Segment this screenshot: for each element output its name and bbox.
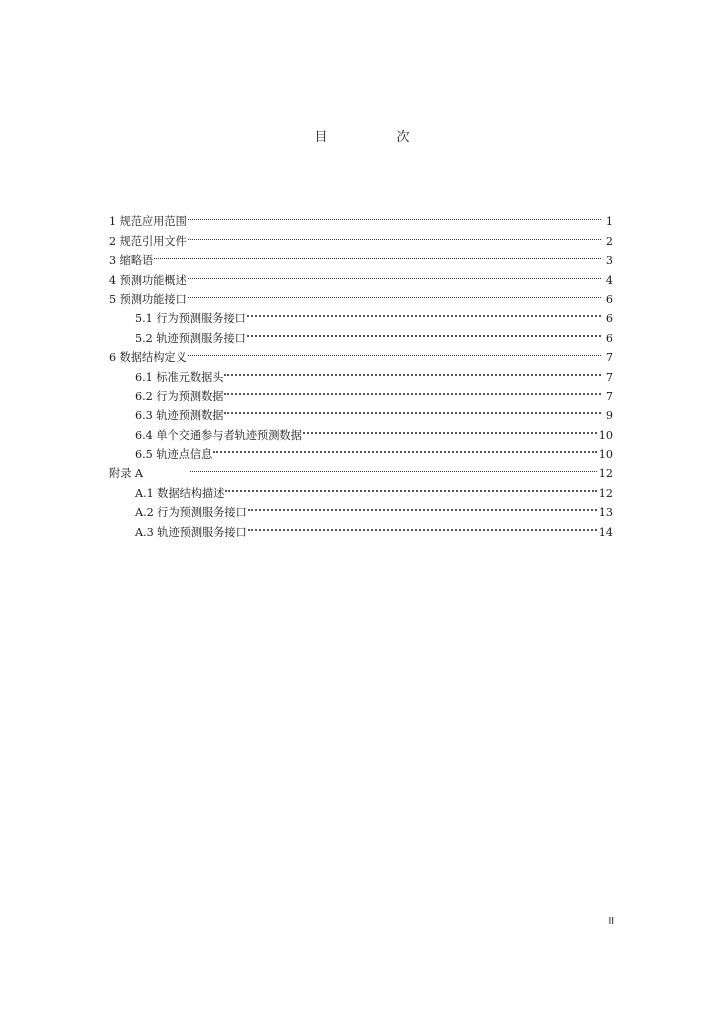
- toc-entry-page: 10: [598, 448, 613, 462]
- toc-leader-dots: [224, 381, 601, 400]
- toc-entry-label: 4 预测功能概述: [109, 273, 187, 287]
- toc-entry-page: 7: [605, 389, 613, 403]
- toc-entry-label: 6.2 行为预测数据: [135, 389, 224, 403]
- toc-leader-dots: [188, 284, 601, 303]
- toc-entry[interactable]: [109, 264, 613, 287]
- toc-leader-dots: [247, 303, 601, 322]
- toc-entry-page: 12: [598, 467, 613, 481]
- toc-entry-label: 5.1 行为预测服务接口: [135, 312, 246, 326]
- toc-leader-dots: [188, 264, 601, 283]
- toc-entry-page: 10: [598, 428, 613, 442]
- toc-entry-label: 1 规范应用范围: [109, 215, 187, 229]
- toc-entry-label: 5 预测功能接口: [109, 292, 187, 306]
- toc-leader-dots: [188, 342, 601, 361]
- page-number: II: [608, 916, 614, 927]
- toc-leader-dots: [224, 400, 601, 419]
- toc-entry-page: 14: [598, 525, 613, 539]
- toc-leader-dots: [190, 458, 597, 477]
- toc-leader-dots: [247, 322, 601, 341]
- toc-entry-page: 4: [605, 273, 613, 287]
- toc-entry-label: 6.5 轨迹点信息: [135, 448, 213, 462]
- toc-entry-page: 13: [598, 506, 613, 520]
- toc-entry-label: 2 规范引用文件: [109, 234, 187, 248]
- toc-leader-dots: [248, 497, 597, 516]
- toc-leader-dots: [248, 516, 597, 535]
- toc-entry-label: 附录 A: [109, 467, 144, 481]
- toc-leader-dots: [188, 206, 601, 225]
- toc-entry-label: 6.3 轨迹预测数据: [135, 409, 224, 423]
- toc-leader-dots: [303, 419, 597, 438]
- toc-entry-label: 5.2 轨迹预测服务接口: [135, 331, 246, 345]
- toc-entry-label: 6 数据结构定义: [109, 351, 187, 365]
- toc-entry-page: 9: [605, 409, 613, 423]
- toc-list: [109, 206, 613, 539]
- toc-entry-page: 2: [605, 234, 613, 248]
- toc-entry-label: A.1 数据结构描述: [135, 486, 225, 500]
- toc-leader-dots: [154, 245, 601, 264]
- toc-entry-label: A.2 行为预测服务接口: [135, 506, 247, 520]
- toc-entry-label: A.3 轨迹预测服务接口: [135, 525, 247, 539]
- toc-entry-page: 6: [605, 312, 613, 326]
- toc-entry-page: 12: [598, 486, 613, 500]
- toc-entry-page: 3: [605, 254, 613, 268]
- toc-leader-dots: [224, 361, 601, 380]
- toc-entry-page: 1: [605, 215, 613, 229]
- toc-entry-label: 3 缩略语: [109, 254, 154, 268]
- toc-entry-page: 7: [605, 370, 613, 384]
- toc-leader-dots: [188, 225, 601, 244]
- toc-leader-dots: [213, 439, 596, 458]
- toc-entry-page: 6: [605, 292, 613, 306]
- toc-title: 目 次: [314, 130, 438, 145]
- toc-entry-page: 6: [605, 331, 613, 345]
- toc-entry[interactable]: [109, 206, 613, 229]
- toc-entry-page: 7: [605, 351, 613, 365]
- toc-leader-dots: [225, 477, 596, 496]
- toc-entry-label: 6.4 单个交通参与者轨迹预测数据: [135, 428, 302, 442]
- toc-entry-label: 6.1 标准元数据头: [135, 370, 224, 384]
- toc-entry[interactable]: [109, 245, 613, 268]
